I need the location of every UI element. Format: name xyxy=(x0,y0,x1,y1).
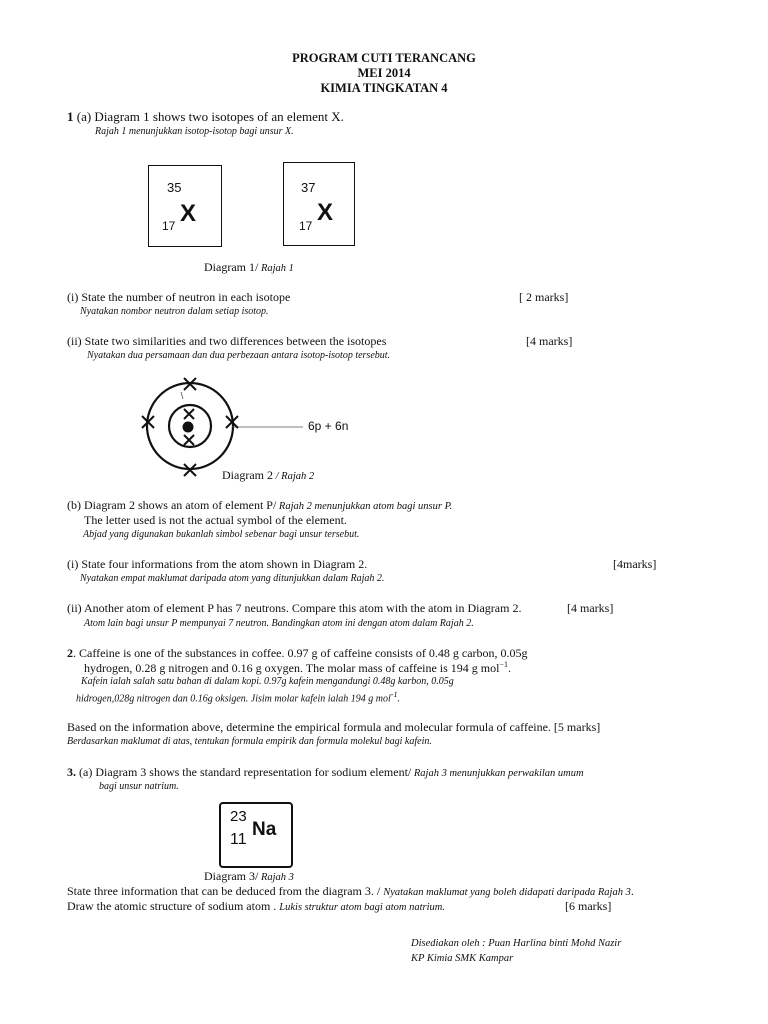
q1-i: (i) State the number of neutron in each isotope xyxy=(67,290,291,304)
q1-ii-malay: Nyatakan dua persamaan dan dua perbezaan antara isotop-isotop tersebut. xyxy=(87,350,391,361)
tick-mark xyxy=(181,392,183,399)
q1-number: 1 xyxy=(67,109,74,124)
q2-line1-text: . Caffeine is one of the substances in coffee. 0.97 g of caffeine consists of 0.48 g carbon, 0.05g xyxy=(73,646,528,660)
diagram2-caption xyxy=(222,468,314,483)
isotope-2-atomic: 17 xyxy=(299,219,313,233)
q1-b-malay: Rajah 2 menunjukkan atom bagi unsur P. xyxy=(276,501,453,512)
q1-b-text: (b) Diagram 2 shows an atom of element P/ xyxy=(67,498,277,512)
q2-malay1: Kafein ialah salah satu bahan di dalam kopi. 0.97g kafein mengandungi 0.48g karbon, 0.05g xyxy=(81,676,454,687)
q1-ii: (ii) State two similarities and two differences between the isotopes xyxy=(67,334,387,348)
electron xyxy=(184,435,194,445)
isotope-2-mass: 37 xyxy=(301,180,316,195)
q2-based-malay: Berdasarkan maklumat di atas, tentukan formula empirik dan formula molekul bagi kafein. xyxy=(67,736,432,747)
footer-school: KP Kimia SMK Kampar xyxy=(411,953,514,964)
isotope-1-mass: 35 xyxy=(167,180,182,195)
q3-state-end: . xyxy=(630,884,634,898)
q2-line1 xyxy=(67,646,528,661)
sodium-mass: 23 xyxy=(230,808,247,825)
header-subject: KIMIA TINGKATAN 4 xyxy=(320,81,448,95)
q3-a-text: (a) Diagram 3 shows the standard representation for sodium element/ xyxy=(76,765,412,779)
footer-prepared-by: Disediakan oleh : Puan Harlina binti Mohd Nazir xyxy=(411,938,622,949)
q1-bii: (ii) Another atom of element P has 7 neutrons. Compare this atom with the atom in Diagram 2. xyxy=(67,601,522,615)
q2-line2 xyxy=(84,660,511,676)
q3-state-text: State three information that can be deduced from the diagram 3. / xyxy=(67,884,384,898)
q2-malay2-end: . xyxy=(397,693,400,705)
isotope-2-symbol: X xyxy=(317,199,334,226)
diagram3-caption-malay: Rajah 3 xyxy=(258,872,294,883)
diagram3-caption xyxy=(204,869,294,884)
q1-a xyxy=(67,109,344,125)
q2-based: Based on the information above, determine the empirical formula and molecular formula of caffeine. [5 marks] xyxy=(67,720,601,734)
q1-bi: (i) State four informations from the atom shown in Diagram 2. xyxy=(67,557,368,571)
sodium-symbol: Na xyxy=(252,819,277,840)
q1-a-malay: Rajah 1 menunjukkan isotop-isotop bagi unsur X. xyxy=(95,126,294,137)
q3-a-malay2: bagi unsur natrium. xyxy=(99,781,179,792)
q1-b-line2: The letter used is not the actual symbol of the element. xyxy=(84,513,347,527)
diagram2-caption-en: Diagram 2 xyxy=(222,468,273,482)
q3-state xyxy=(67,884,634,899)
q1-a-text: (a) Diagram 1 shows two isotopes of an element X. xyxy=(73,109,344,124)
diagram3-caption-en: Diagram 3/ xyxy=(204,869,259,883)
isotope-box-1 xyxy=(148,165,222,247)
q1-bi-marks: [4marks] xyxy=(613,557,657,571)
nucleus xyxy=(183,422,194,433)
q3-draw xyxy=(67,899,445,914)
q2-malay2-sup: -1 xyxy=(390,690,398,699)
q2-line2-sup: −1 xyxy=(499,660,508,669)
electron xyxy=(184,409,194,419)
q3-draw-malay: Lukis struktur atom bagi atom natrium. xyxy=(279,902,445,913)
q2-malay2 xyxy=(76,690,400,704)
electron xyxy=(184,464,196,476)
q2-line2-text: hydrogen, 0.28 g nitrogen and 0.16 g oxygen. The molar mass of caffeine is 194 g mol xyxy=(84,661,500,675)
isotope-1-symbol: X xyxy=(180,200,197,227)
q3-a xyxy=(67,765,584,780)
q2-number: 2 xyxy=(67,646,73,660)
q2-malay2-text: hidrogen,028g nitrogen dan 0.16g oksigen. Jisim molar kafein ialah 194 g mol xyxy=(76,693,391,705)
q3-number: 3. xyxy=(67,765,76,779)
q1-i-malay: Nyatakan nombor neutron dalam setiap isotop. xyxy=(80,306,269,317)
q1-i-marks: [ 2 marks] xyxy=(519,290,569,304)
nucleus-label: 6p + 6n xyxy=(308,419,349,433)
header-date: MEI 2014 xyxy=(357,66,411,80)
q3-draw-text: Draw the atomic structure of sodium atom . xyxy=(67,899,280,913)
q3-draw-marks: [6 marks] xyxy=(565,899,612,913)
q2-line2-end: . xyxy=(508,661,511,675)
diagram1-caption xyxy=(204,260,294,275)
q1-bii-marks: [4 marks] xyxy=(567,601,614,615)
q3-state-malay: Nyatakan maklumat yang boleh didapati daripada Rajah 3 xyxy=(383,887,631,898)
q3-a-malay: Rajah 3 menunjukkan perwakilan umum xyxy=(411,768,584,779)
q1-b xyxy=(67,498,452,513)
header-title: PROGRAM CUTI TERANCANG xyxy=(292,51,476,65)
q1-ii-marks: [4 marks] xyxy=(526,334,573,348)
q1-b-malay2: Abjad yang digunakan bukanlah simbol sebenar bagi unsur tersebut. xyxy=(83,529,360,540)
diagram1-caption-malay: Rajah 1 xyxy=(258,263,294,274)
q1-bi-malay: Nyatakan empat maklumat daripada atom yang ditunjukkan dalam Rajah 2. xyxy=(80,573,385,584)
diagram1-caption-en: Diagram 1/ xyxy=(204,260,259,274)
diagram2-caption-malay: / Rajah 2 xyxy=(272,471,315,482)
isotope-1-atomic: 17 xyxy=(162,219,176,233)
sodium-box xyxy=(219,802,293,868)
isotope-box-2 xyxy=(283,162,355,246)
sodium-atomic: 11 xyxy=(230,831,247,848)
q1-bii-malay: Atom lain bagi unsur P mempunyai 7 neutron. Bandingkan atom ini dengan atom dalam Rajah 2. xyxy=(84,618,474,629)
